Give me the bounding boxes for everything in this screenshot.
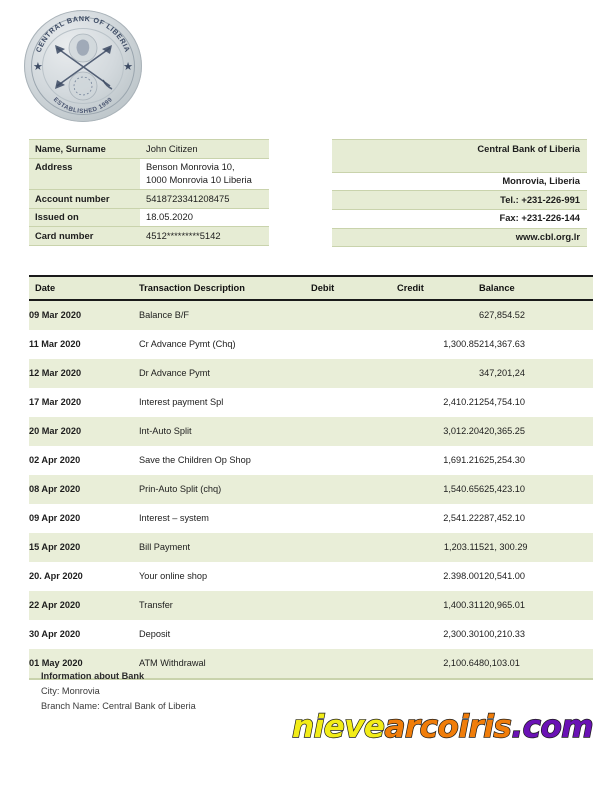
bank-seal <box>24 10 148 126</box>
transaction-balance: 120,541.00 <box>479 562 593 591</box>
transaction-debit <box>311 417 397 446</box>
table-row <box>332 191 587 210</box>
transaction-debit <box>311 504 397 533</box>
transaction-debit <box>311 330 397 359</box>
table-row <box>29 300 593 330</box>
table-row <box>332 228 587 247</box>
central-bank-seal-icon <box>24 10 142 122</box>
transaction-description: Interest payment Spl <box>139 388 311 417</box>
transaction-credit: 1,400.31 <box>397 591 479 620</box>
transaction-balance: 120,965.01 <box>479 591 593 620</box>
transaction-date: 09 Mar 2020 <box>29 300 139 330</box>
transaction-debit <box>311 620 397 649</box>
transaction-credit: 3,012.20 <box>397 417 479 446</box>
transactions-table <box>29 275 593 680</box>
footer-city: City: Monrovia <box>41 685 100 696</box>
transaction-description: Balance B/F <box>139 300 311 330</box>
transaction-date: 09 Apr 2020 <box>29 504 139 533</box>
transaction-debit <box>311 388 397 417</box>
transaction-credit: 1,691.21 <box>397 446 479 475</box>
footer-bank-information <box>41 669 196 714</box>
transaction-credit: 2,410.21 <box>397 388 479 417</box>
transaction-debit <box>311 446 397 475</box>
footer-branch-name: Branch Name: Central Bank of Liberia <box>41 700 196 711</box>
customer-name-label: Name, Surname <box>29 140 140 159</box>
bank-name: Central Bank of Liberia <box>332 140 587 173</box>
transaction-debit <box>311 533 397 562</box>
table-row <box>29 533 593 562</box>
transactions-section <box>29 275 587 680</box>
column-header-balance: Balance <box>479 276 593 300</box>
transaction-description: Save the Children Op Shop <box>139 446 311 475</box>
transaction-description: Int-Auto Split <box>139 417 311 446</box>
table-row <box>29 504 593 533</box>
transaction-debit <box>311 591 397 620</box>
transaction-balance: 287,452.10 <box>479 504 593 533</box>
transaction-balance: 80,103.01 <box>479 649 593 679</box>
bank-website: www.cbl.org.lr <box>332 228 587 247</box>
customer-address-label: Address <box>29 158 140 189</box>
table-row <box>29 190 269 209</box>
transaction-balance: 347,201,24 <box>479 359 593 388</box>
transaction-date: 02 Apr 2020 <box>29 446 139 475</box>
bank-contact-table <box>332 139 587 247</box>
transaction-description: Interest – system <box>139 504 311 533</box>
watermark-part-com: .com <box>511 709 594 745</box>
transaction-description: Deposit <box>139 620 311 649</box>
transaction-debit <box>311 300 397 330</box>
watermark-nievearcoiris <box>292 709 594 745</box>
watermark-part-arcoiris: arcoiris <box>384 709 512 745</box>
transaction-credit: 1,203.11 <box>397 533 479 562</box>
column-header-description: Transaction Description <box>139 276 311 300</box>
transaction-date: 22 Apr 2020 <box>29 591 139 620</box>
transaction-description: Transfer <box>139 591 311 620</box>
table-row <box>29 140 269 159</box>
transaction-debit <box>311 475 397 504</box>
transaction-credit: 1,300.85 <box>397 330 479 359</box>
issued-on-value: 18.05.2020 <box>140 208 269 227</box>
customer-address-value <box>140 158 269 189</box>
transaction-credit <box>397 359 479 388</box>
table-row <box>29 388 593 417</box>
transaction-date: 01 May 2020 <box>29 649 139 679</box>
transaction-debit <box>311 649 397 679</box>
transaction-balance: 627,854.52 <box>479 300 593 330</box>
address-line-1: Benson Monrovia 10, <box>146 161 235 173</box>
footer-title: Information about Bank <box>41 671 145 681</box>
card-number-value: 4512*********5142 <box>140 227 269 246</box>
table-row <box>29 227 269 246</box>
transaction-description: Prin-Auto Split (chq) <box>139 475 311 504</box>
watermark-part-nieve: nieve <box>292 709 385 745</box>
transactions-table-header <box>29 276 593 300</box>
transaction-description: Bill Payment <box>139 533 311 562</box>
transaction-credit: 2,100.64 <box>397 649 479 679</box>
column-header-debit: Debit <box>311 276 397 300</box>
transaction-description: Cr Advance Pymt (Chq) <box>139 330 311 359</box>
table-row <box>29 417 593 446</box>
column-header-date: Date <box>29 276 139 300</box>
transaction-date: 12 Mar 2020 <box>29 359 139 388</box>
table-row <box>29 359 593 388</box>
transaction-balance: 625,254.30 <box>479 446 593 475</box>
transaction-date: 20 Mar 2020 <box>29 417 139 446</box>
bank-telephone: Tel.: +231-226-991 <box>332 191 587 210</box>
transaction-date: 17 Mar 2020 <box>29 388 139 417</box>
bank-fax: Fax: +231-226-144 <box>332 209 587 228</box>
transaction-credit: 2,541.22 <box>397 504 479 533</box>
transaction-balance: 254,754.10 <box>479 388 593 417</box>
transaction-description: Your online shop <box>139 562 311 591</box>
table-row <box>29 158 269 189</box>
svg-text:ESTABLISHED 1999: ESTABLISHED 1999 <box>51 96 115 116</box>
account-number-label: Account number <box>29 190 140 209</box>
transaction-debit <box>311 562 397 591</box>
table-row <box>29 330 593 359</box>
transaction-debit <box>311 359 397 388</box>
transaction-credit: 1,540.65 <box>397 475 479 504</box>
transaction-balance: 214,367.63 <box>479 330 593 359</box>
bank-location: Monrovia, Liberia <box>332 172 587 191</box>
transaction-credit <box>397 300 479 330</box>
card-number-label: Card number <box>29 227 140 246</box>
table-row <box>29 446 593 475</box>
table-row <box>29 208 269 227</box>
issued-on-label: Issued on <box>29 208 140 227</box>
transaction-balance: 625,423.10 <box>479 475 593 504</box>
svg-text:CENTRAL BANK OF LIBERIA: CENTRAL BANK OF LIBERIA <box>33 13 133 54</box>
transaction-credit: 2,300.30 <box>397 620 479 649</box>
table-row <box>29 620 593 649</box>
transaction-description: Dr Advance Pymt <box>139 359 311 388</box>
transaction-credit: 2.398.00 <box>397 562 479 591</box>
transaction-date: 15 Apr 2020 <box>29 533 139 562</box>
table-row <box>29 475 593 504</box>
transaction-balance: 100,210.33 <box>479 620 593 649</box>
seal-star-left-icon: ★ <box>33 61 43 73</box>
transaction-date: 20. Apr 2020 <box>29 562 139 591</box>
transaction-date: 30 Apr 2020 <box>29 620 139 649</box>
account-number-value: 5418723341208475 <box>140 190 269 209</box>
table-row <box>29 562 593 591</box>
seal-star-right-icon: ★ <box>123 61 133 73</box>
transaction-description: ATM Withdrawal <box>139 649 311 679</box>
transactions-table-body <box>29 300 593 679</box>
transaction-balance: 420,365.25 <box>479 417 593 446</box>
customer-info-table <box>29 139 269 246</box>
table-row <box>332 140 587 173</box>
transaction-date: 08 Apr 2020 <box>29 475 139 504</box>
table-row <box>332 209 587 228</box>
address-line-2: 1000 Monrovia 10 Liberia <box>146 173 252 185</box>
seal-artwork-icon <box>24 10 142 122</box>
transaction-date: 11 Mar 2020 <box>29 330 139 359</box>
transaction-balance: 521, 300.29 <box>479 533 593 562</box>
table-row <box>332 172 587 191</box>
table-header-row <box>29 276 593 300</box>
customer-name-value: John Citizen <box>140 140 269 159</box>
table-row <box>29 591 593 620</box>
column-header-credit: Credit <box>397 276 479 300</box>
